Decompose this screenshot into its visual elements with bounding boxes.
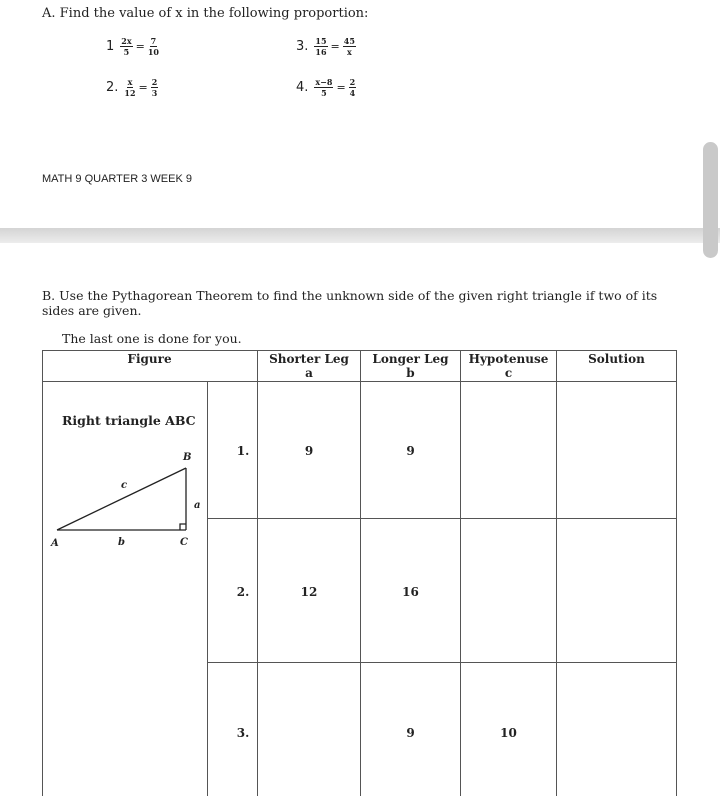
row-2-number: 2.	[236, 585, 250, 599]
header-shorter-leg	[258, 352, 360, 380]
numerator: 45	[343, 36, 355, 46]
section-a-heading: A. Find the value of x in the following proportion:	[42, 6, 369, 21]
denominator: 4	[349, 88, 356, 98]
denominator: 5	[321, 88, 327, 98]
right-fraction	[151, 77, 159, 98]
header-figure: Figure	[127, 352, 172, 366]
row-2-longer: 16	[402, 585, 419, 599]
page-one	[0, 0, 720, 230]
numerator: x	[127, 77, 133, 87]
vertex-b-label: B	[183, 452, 192, 463]
denominator: 16	[315, 47, 327, 57]
left-fraction	[120, 36, 132, 57]
numerator: 2	[151, 77, 158, 87]
left-fraction	[124, 77, 135, 98]
right-fraction	[349, 77, 357, 98]
vertex-c-label: C	[180, 537, 188, 548]
vertex-a-label: A	[51, 538, 59, 549]
denominator: x	[346, 47, 352, 57]
header-hypotenuse	[461, 352, 556, 380]
equals-sign: =	[336, 81, 346, 94]
figure-title: Right triangle ABC	[62, 413, 196, 428]
header-longer-leg	[361, 352, 460, 380]
problem-4	[296, 77, 356, 98]
page-gap	[0, 228, 720, 244]
equals-sign: =	[135, 40, 145, 53]
section-b-subheading: The last one is done for you.	[62, 331, 242, 346]
row-2-shorter: 12	[300, 585, 318, 599]
equals-sign: =	[138, 81, 148, 94]
row-1-number: 1.	[236, 444, 250, 458]
row-3-longer: 9	[406, 726, 415, 740]
numerator: 7	[150, 36, 157, 46]
problem-number: 3.	[296, 39, 309, 54]
header-shorter-var: a	[305, 366, 313, 380]
problem-number: 4.	[296, 80, 309, 95]
equals-sign: =	[330, 40, 340, 53]
denominator: 3	[151, 88, 158, 98]
side-a-label: a	[194, 500, 201, 511]
numerator: 2x	[121, 36, 132, 46]
denominator: 10	[147, 47, 159, 57]
header-hyp-var: c	[504, 366, 513, 380]
header-solution: Solution	[588, 352, 645, 366]
denominator: 12	[124, 88, 136, 98]
scrollbar-thumb[interactable]	[703, 142, 718, 258]
left-fraction	[314, 36, 327, 57]
numerator: x−8	[315, 77, 333, 87]
row-1-longer: 9	[406, 444, 415, 458]
header-longer-var: b	[406, 366, 415, 380]
page-two	[0, 243, 720, 796]
numerator: 2	[349, 77, 356, 87]
header-longer-label: Longer Leg	[372, 352, 449, 366]
row-3-number: 3.	[236, 726, 250, 740]
row-3-hypotenuse: 10	[500, 726, 517, 740]
problem-1	[106, 36, 159, 57]
denominator: 5	[123, 47, 130, 57]
section-b-heading: B. Use the Pythagorean Theorem to find the unknown side of the given right triangle if two of its sides are given.	[42, 288, 658, 318]
problem-2	[106, 77, 158, 98]
right-fraction	[343, 36, 356, 57]
right-fraction	[148, 36, 159, 57]
page-footer: MATH 9 QUARTER 3 WEEK 9	[42, 173, 192, 185]
side-b-label: b	[118, 537, 125, 548]
header-shorter-label: Shorter Leg	[269, 352, 349, 366]
numerator: 15	[315, 36, 327, 46]
problem-3	[296, 36, 356, 57]
side-c-label: c	[121, 480, 128, 491]
left-fraction	[314, 77, 333, 98]
header-hyp-label: Hypotenuse	[468, 352, 549, 366]
problem-number: 1	[106, 39, 115, 54]
problem-number: 2.	[106, 80, 119, 95]
row-1-shorter: 9	[304, 444, 314, 458]
